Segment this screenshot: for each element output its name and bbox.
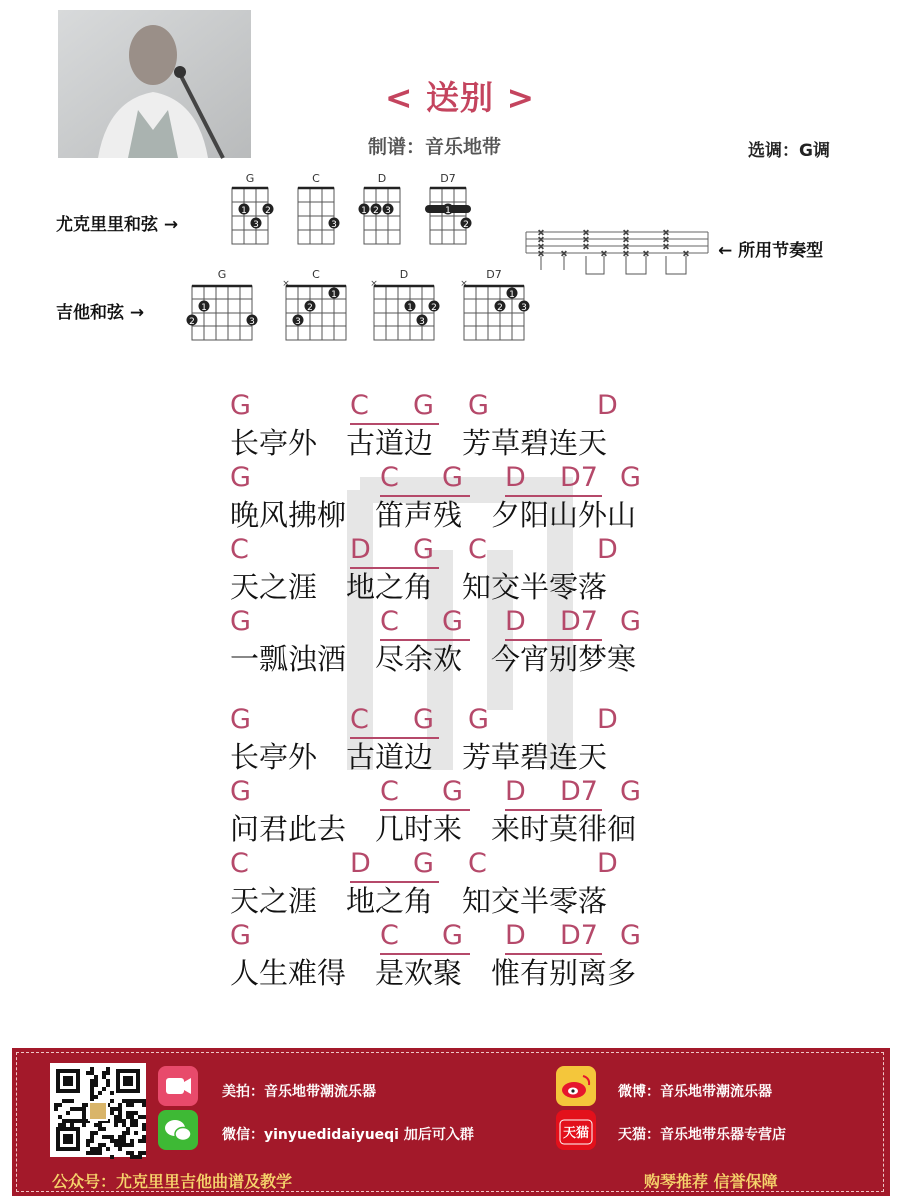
ukulele-chord-d	[352, 172, 412, 216]
lyric-text: 天之涯 地之角 知交半零落	[230, 570, 608, 604]
chord-symbol: C	[230, 848, 249, 879]
chord-underline	[380, 495, 470, 497]
lyric-line	[230, 604, 660, 676]
arranger-credit: 制谱：音乐地带	[368, 136, 502, 158]
guitar-chord-d	[370, 268, 437, 327]
chord-symbol: C	[350, 390, 369, 421]
tmall-account: 天猫：音乐地带乐器专营店	[618, 1127, 786, 1143]
chord-symbol: D	[505, 776, 526, 807]
svg-text:2: 2	[497, 303, 503, 313]
svg-text:×: ×	[622, 235, 630, 244]
lyric-line	[230, 388, 660, 460]
chord-underline	[380, 953, 470, 955]
chord-symbol: D	[350, 848, 371, 879]
svg-text:×: ×	[370, 279, 378, 289]
chord-symbol: G	[442, 462, 463, 493]
svg-text:1: 1	[509, 290, 515, 300]
chord-row	[230, 702, 660, 738]
chord-symbol: D7	[560, 606, 598, 637]
qr-code[interactable]	[50, 1063, 146, 1157]
wechat-account: 微信：yinyuedidaiyueqi 加后可入群	[222, 1127, 474, 1143]
svg-text:3: 3	[419, 317, 425, 327]
svg-text:×: ×	[582, 228, 590, 237]
chord-symbol: G	[442, 606, 463, 637]
chord-underline	[380, 639, 470, 641]
chord-row	[230, 532, 660, 568]
chord-symbol: C	[380, 920, 399, 951]
chord-symbol: G	[230, 606, 251, 637]
lyric-text: 问君此去 几时来 来时莫徘徊	[230, 812, 637, 846]
chord-underline	[350, 567, 439, 569]
chord-symbol: G	[442, 920, 463, 951]
chord-symbol: G	[230, 462, 251, 493]
chord-name: G	[245, 172, 255, 185]
chord-symbol: D	[350, 534, 371, 565]
svg-text:1: 1	[201, 303, 207, 313]
svg-text:3: 3	[249, 317, 255, 327]
lyric-line	[230, 702, 660, 774]
chord-symbol: D	[597, 704, 618, 735]
chord-name: C	[312, 172, 320, 185]
chord-row	[230, 388, 660, 424]
chord-symbol: G	[230, 776, 251, 807]
guitar-chord-g	[189, 268, 255, 327]
chord-row	[230, 918, 660, 954]
chord-symbol: G	[230, 390, 251, 421]
chord-row	[230, 460, 660, 496]
stanza	[230, 702, 660, 990]
chord-underline	[350, 423, 439, 425]
chord-name: C	[312, 268, 320, 281]
chord-symbol: C	[380, 776, 399, 807]
svg-text:×: ×	[622, 228, 630, 237]
lyric-line	[230, 532, 660, 604]
svg-text:2: 2	[431, 303, 437, 313]
lyric-line	[230, 460, 660, 532]
chord-underline	[505, 495, 602, 497]
rhythm-label: ← 所用节奏型	[718, 241, 824, 261]
chord-symbol: G	[620, 920, 641, 951]
meipai-account: 美拍：音乐地带潮流乐器	[222, 1084, 376, 1100]
svg-text:3: 3	[253, 220, 259, 230]
weibo-account: 微博：音乐地带潮流乐器	[618, 1084, 772, 1100]
chord-symbol: G	[442, 776, 463, 807]
ukulele-chord-g	[220, 172, 280, 230]
chord-symbol: G	[468, 390, 489, 421]
chord-row	[230, 604, 660, 640]
chord-symbol: D	[505, 462, 526, 493]
svg-text:1: 1	[445, 206, 451, 216]
svg-text:2: 2	[265, 206, 271, 216]
chord-row	[230, 774, 660, 810]
tmall-icon[interactable]	[556, 1110, 596, 1150]
ukulele-chord-c	[286, 172, 346, 230]
rhythm-pattern	[524, 226, 710, 284]
guitar-chord-c	[282, 268, 348, 327]
guitar-chords-label: 吉他和弦 →	[56, 303, 145, 323]
chord-symbol: G	[413, 390, 434, 421]
svg-text:×: ×	[282, 279, 290, 289]
chord-underline	[505, 809, 602, 811]
key-signature: 选调：G调	[748, 141, 830, 161]
lyric-text: 长亭外 古道边 芳草碧连天	[230, 740, 608, 774]
svg-text:×: ×	[537, 235, 545, 244]
svg-text:×: ×	[600, 249, 608, 258]
chord-symbol: D	[597, 390, 618, 421]
svg-text:×: ×	[582, 235, 590, 244]
chord-row	[230, 846, 660, 882]
svg-text:×: ×	[662, 228, 670, 237]
chord-name: G	[217, 268, 227, 281]
chord-symbol: G	[230, 704, 251, 735]
svg-text:×: ×	[662, 242, 670, 251]
chord-symbol: C	[468, 848, 487, 879]
svg-text:×: ×	[622, 242, 630, 251]
chord-symbol: G	[620, 462, 641, 493]
stanza	[230, 388, 660, 676]
chord-underline	[350, 881, 439, 883]
svg-text:×: ×	[560, 249, 568, 258]
chord-underline	[505, 953, 602, 955]
chord-symbol: D7	[560, 462, 598, 493]
lyric-sheet	[230, 388, 660, 1016]
svg-text:2: 2	[463, 220, 469, 230]
chord-symbol: G	[413, 848, 434, 879]
chord-symbol: G	[620, 776, 641, 807]
svg-text:×: ×	[460, 279, 468, 289]
lyric-text: 长亭外 古道边 芳草碧连天	[230, 426, 608, 460]
chord-name: D7	[440, 172, 456, 185]
svg-text:1: 1	[241, 206, 247, 216]
song-title: < 送别 >	[384, 78, 536, 117]
chord-symbol: C	[468, 534, 487, 565]
ukulele-chord-d7	[418, 172, 478, 230]
lyric-line	[230, 846, 660, 918]
svg-text:×: ×	[537, 228, 545, 237]
svg-text:×: ×	[622, 249, 630, 258]
lyric-text: 一瓢浊酒 尽余欢 今宵别梦寒	[230, 642, 637, 676]
chord-symbol: D	[505, 920, 526, 951]
chord-name: D7	[486, 268, 502, 281]
chord-symbol: G	[413, 534, 434, 565]
svg-text:1: 1	[361, 206, 367, 216]
lyric-text: 晚风拂柳 笛声残 夕阳山外山	[230, 498, 637, 532]
svg-text:×: ×	[537, 242, 545, 251]
svg-text:2: 2	[373, 206, 379, 216]
chord-underline	[380, 809, 470, 811]
chord-symbol: G	[413, 704, 434, 735]
chord-symbol: G	[230, 920, 251, 951]
lyric-text: 天之涯 地之角 知交半零落	[230, 884, 608, 918]
svg-text:1: 1	[331, 290, 337, 300]
svg-text:2: 2	[189, 317, 195, 327]
chord-symbol: C	[380, 606, 399, 637]
chord-symbol: G	[620, 606, 641, 637]
lyric-line	[230, 774, 660, 846]
chord-symbol: D	[597, 534, 618, 565]
chord-underline	[350, 737, 439, 739]
svg-text:×: ×	[662, 235, 670, 244]
svg-text:×: ×	[582, 242, 590, 251]
weibo-icon[interactable]	[556, 1066, 596, 1106]
tmall-icon-text: 天猫	[562, 1126, 589, 1141]
purchase-slogan: 购琴推荐 信誉保障	[644, 1172, 778, 1191]
chord-symbol: C	[350, 704, 369, 735]
chord-symbol: C	[230, 534, 249, 565]
svg-text:3: 3	[295, 317, 301, 327]
chord-symbol: G	[468, 704, 489, 735]
chord-symbol: D	[505, 606, 526, 637]
chord-name: D	[399, 268, 409, 281]
lyric-text: 人生难得 是欢聚 惟有别离多	[230, 956, 637, 990]
chord-symbol: D	[597, 848, 618, 879]
svg-text:3: 3	[385, 206, 391, 216]
chord-symbol: D7	[560, 776, 598, 807]
guitar-chord-d7	[460, 268, 527, 313]
chord-underline	[505, 639, 602, 641]
meipai-icon[interactable]	[158, 1066, 198, 1106]
svg-text:2: 2	[307, 303, 313, 313]
svg-text:1: 1	[407, 303, 413, 313]
svg-text:×: ×	[682, 249, 690, 258]
chord-symbol: C	[380, 462, 399, 493]
official-account: 公众号：尤克里里吉他曲谱及教学	[52, 1172, 293, 1191]
ukulele-chords-label: 尤克里里和弦 →	[56, 215, 179, 235]
lyric-line	[230, 918, 660, 990]
chord-name: D	[377, 172, 387, 185]
svg-text:3: 3	[331, 220, 337, 230]
svg-text:×: ×	[642, 249, 650, 258]
chord-symbol: D7	[560, 920, 598, 951]
wechat-icon[interactable]	[158, 1110, 198, 1150]
artist-photo	[58, 10, 251, 158]
svg-text:×: ×	[537, 249, 545, 258]
svg-text:3: 3	[521, 303, 527, 313]
